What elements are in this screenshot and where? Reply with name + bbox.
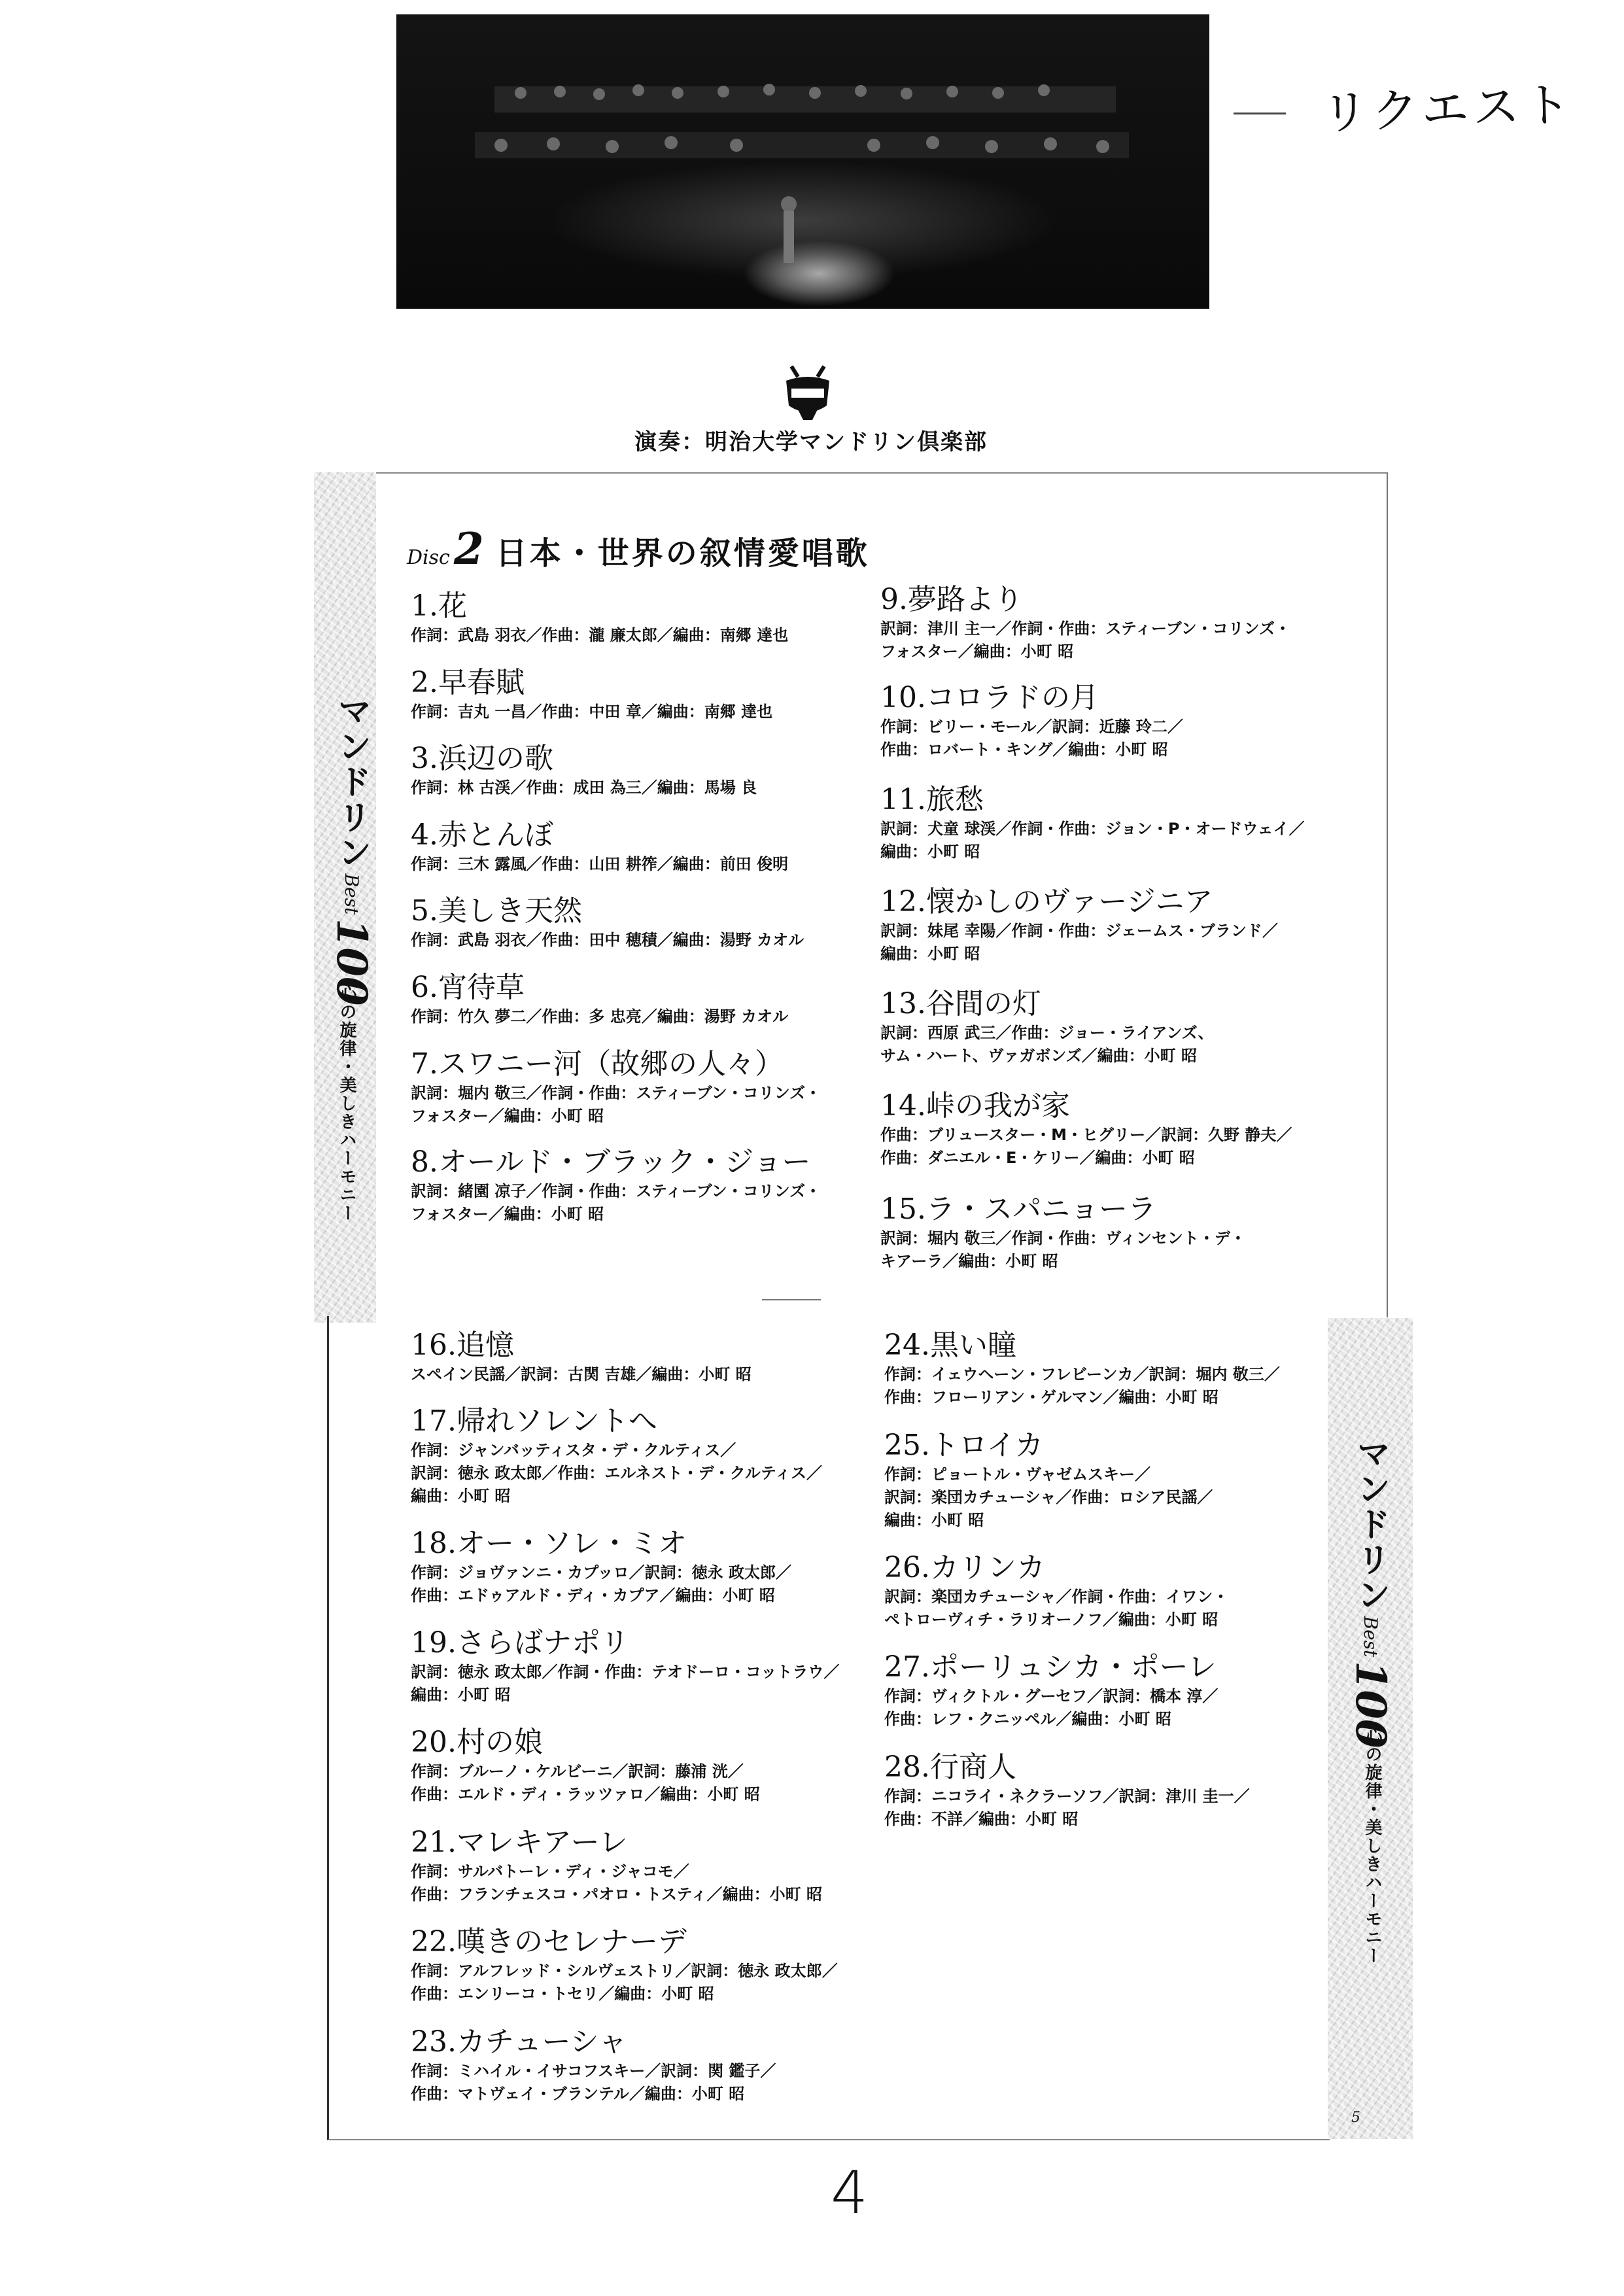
track-title: 28.行商人 <box>884 1750 1016 1784</box>
handwritten-page-number: 4 <box>831 2159 869 2227</box>
track-credits: スペイン民謡／訳詞：古関 吉雄／編曲：小町 昭 <box>411 1365 752 1383</box>
track-credits: 作詞：竹久 夢二／作曲：多 忠亮／編曲：湯野 カオル <box>411 1007 789 1026</box>
track-credits: 作詞：武島 羽衣／作曲：瀧 廉太郎／編曲：南郷 達也 <box>411 626 789 644</box>
track-title: 17.帰れソレントへ <box>411 1404 657 1438</box>
track-title: 4.赤とんぼ <box>411 818 553 852</box>
orchestra-silhouettes <box>396 14 1209 309</box>
track-item <box>880 1088 1292 1170</box>
track-item <box>411 589 788 647</box>
series-vertical-title-right <box>1346 1436 1395 1748</box>
track-title: 18.オー・ソレ・ミオ <box>411 1527 687 1560</box>
series-count: 100 <box>327 918 376 1006</box>
track-credits: 作詞：ヴィクトル・グーセフ／訳詞：橋本 淳／ 作曲：レフ・クニッペル／編曲：小町 昭 <box>884 1687 1218 1728</box>
page-number: 5 <box>1351 2110 1360 2126</box>
series-title: マンドリン <box>332 693 371 870</box>
track-credits: 作詞：林 古渓／作曲：成田 為三／編曲：馬場 良 <box>411 778 757 797</box>
track-item <box>880 1192 1246 1273</box>
track-item <box>411 1626 839 1707</box>
track-credits: 訳詞：楽団カチューシャ／作詞・作曲：イワン・ ペトローヴィチ・ラリオーノフ／編曲：小町 昭 <box>884 1588 1229 1629</box>
track-credits: 作曲：ブリュースター・M・ヒグリー／訳詞：久野 静夫／ 作曲：ダニエル・E・ケリー／編曲：小町 昭 <box>880 1126 1292 1167</box>
track-item <box>411 741 757 799</box>
track-credits: 訳詞：緒園 凉子／作詞・作曲：スティーブン・コリンズ・ フォスター／編曲：小町 昭 <box>411 1182 821 1223</box>
track-title: 1.花 <box>411 589 467 623</box>
track-credits: 訳詞：堀内 敬三／作詞・作曲：スティーブン・コリンズ・ フォスター／編曲：小町 昭 <box>411 1084 821 1125</box>
track-title: 21.マレキアーレ <box>411 1826 628 1859</box>
track-credits: 訳詞：妹尾 幸陽／作詞・作曲：ジェームス・ブランド／ 編曲：小町 昭 <box>880 922 1278 963</box>
separator-dash <box>762 1299 821 1300</box>
track-item <box>884 1750 1250 1831</box>
track-credits: 作詞：ジャンバッティスタ・デ・クルティス／ 訳詞：徳永 政太郎／作曲：エルネスト・デ・クルティス／ 編曲：小町 昭 <box>411 1441 822 1505</box>
track-title: 2.早春賦 <box>411 666 525 699</box>
track-credits: 作詞：ジョヴァンニ・カプッロ／訳詞：徳永 政太郎／ 作曲：エドゥアルド・ディ・カプア／編曲：小町 昭 <box>411 1563 791 1605</box>
track-item <box>880 680 1183 761</box>
track-item <box>411 2025 776 2106</box>
club-emblem <box>772 355 844 426</box>
track-item <box>411 970 788 1028</box>
track-credits: 作詞：イェウヘーン・フレビーンカ／訳詞：堀内 敬三／ 作曲：フローリアン・ゲルマン／編曲：小町 昭 <box>884 1365 1280 1406</box>
track-title: 6.宵待草 <box>411 971 525 1004</box>
track-item <box>884 1650 1218 1731</box>
series-vertical-title-left <box>327 693 376 1006</box>
track-item <box>411 1526 791 1607</box>
track-credits: 訳詞：犬童 球渓／作詞・作曲：ジョン・P・オードウェイ／ 編曲：小町 昭 <box>880 820 1305 861</box>
track-title: 24.黒い瞳 <box>884 1329 1016 1362</box>
track-title: 12.懐かしのヴァージニア <box>880 885 1213 918</box>
track-item <box>411 1924 838 2006</box>
handwritten-dash <box>1234 113 1286 114</box>
track-title: 3.浜辺の歌 <box>411 742 553 775</box>
disc-number: 2 <box>453 523 487 574</box>
track-item <box>411 1825 822 1906</box>
track-item <box>411 1145 821 1226</box>
track-credits: 作詞：武島 羽衣／作曲：田中 穂積／編曲：湯野 カオル <box>411 931 804 949</box>
track-item <box>880 582 1290 663</box>
series-best: Best <box>341 873 362 915</box>
track-item <box>884 1550 1228 1631</box>
track-title: 22.嘆きのセレナーデ <box>411 1925 687 1958</box>
track-title: 16.追憶 <box>411 1329 514 1362</box>
series-subtitle-left: 心の旋律・美しきハーモニー <box>337 984 356 1223</box>
track-item <box>411 1404 822 1508</box>
track-credits: 作詞：ニコライ・ネクラーソフ／訳詞：津川 圭一／ 作曲：不詳／編曲：小町 昭 <box>884 1787 1250 1828</box>
series-count: 100 <box>1346 1660 1395 1748</box>
track-title: 20.村の娘 <box>411 1726 543 1759</box>
track-title: 7.スワニー河（故郷の人々） <box>411 1047 784 1081</box>
track-credits: 作詞：サルバトーレ・ディ・ジャコモ／ 作曲：フランチェスコ・パオロ・トスティ／編曲：小町 昭 <box>411 1862 822 1904</box>
track-title: 25.トロイカ <box>884 1429 1044 1462</box>
track-item <box>411 1328 752 1386</box>
track-credits: 訳詞：堀内 敬三／作詞・作曲：ヴィンセント・デ・ キアーラ／編曲：小町 昭 <box>880 1229 1246 1270</box>
track-title: 13.谷間の灯 <box>880 987 1041 1020</box>
series-best: Best <box>1360 1616 1381 1658</box>
track-title: 19.さらばナポリ <box>411 1626 629 1660</box>
track-item <box>411 665 772 723</box>
track-item <box>411 818 788 876</box>
track-title: 14.峠の我が家 <box>880 1089 1070 1122</box>
track-item <box>411 1047 821 1128</box>
disc-heading <box>407 523 870 574</box>
track-credits: 作詞：三木 露風／作曲：山田 耕筰／編曲：前田 俊明 <box>411 855 789 873</box>
series-subtitle-right: 心の旋律・美しきハーモニー <box>1362 1727 1382 1965</box>
track-item <box>880 986 1213 1068</box>
track-title: 8.オールド・ブラック・ジョー <box>411 1145 811 1179</box>
track-title: 9.夢路より <box>880 583 1023 616</box>
track-credits: 作詞：ピョートル・ヴャゼムスキー／ 訳詞：楽団カチューシャ／作曲：ロシア民謡／ 編曲：小町 昭 <box>884 1465 1213 1529</box>
performer-credit: 演奏：明治大学マンドリン倶楽部 <box>634 429 988 455</box>
track-credits: 訳詞：徳永 政太郎／作詞・作曲：テオドーロ・コットラウ／ 編曲：小町 昭 <box>411 1663 840 1704</box>
track-title: 15.ラ・スパニョーラ <box>880 1192 1156 1226</box>
track-item <box>411 1725 760 1806</box>
series-title: マンドリン <box>1351 1436 1391 1612</box>
track-credits: 訳詞：西原 武三／作曲：ジョー・ライアンズ、 サム・ハート、ヴァガボンズ／編曲：小町 昭 <box>880 1024 1214 1065</box>
disc-word: Disc <box>407 546 450 569</box>
track-title: 23.カチューシャ <box>411 2025 627 2059</box>
orchestra-photo <box>396 14 1209 309</box>
track-title: 27.ポーリュシカ・ポーレ <box>884 1650 1217 1684</box>
track-item <box>880 782 1305 863</box>
track-credits: 作詞：ミハイル・イサコフスキー／訳詞：関 鑑子／ 作曲：マトヴェイ・ブランテル／編曲：小町 昭 <box>411 2062 776 2103</box>
track-title: 11.旅愁 <box>880 783 984 816</box>
track-credits: 作詞：吉丸 一昌／作曲：中田 章／編曲：南郷 達也 <box>411 703 773 721</box>
track-item <box>411 894 804 952</box>
track-credits: 訳詞：津川 主一／作詞・作曲：スティーブン・コリンズ・ フォスター／編曲：小町 昭 <box>880 619 1291 661</box>
disc-title: 日本・世界の叙情愛唱歌 <box>495 535 870 572</box>
track-item <box>880 884 1278 965</box>
track-item <box>884 1428 1213 1532</box>
request-note: リクエスト <box>1320 77 1576 141</box>
track-title: 10.コロラドの月 <box>880 681 1099 714</box>
track-title: 26.カリンカ <box>884 1551 1045 1584</box>
track-credits: 作詞：アルフレッド・シルヴェストリ／訳詞：徳永 政太郎／ 作曲：エンリーコ・トセリ／編曲：小町 昭 <box>411 1962 838 2003</box>
track-credits: 作詞：ブルーノ・ケルビーニ／訳詞：藤浦 洸／ 作曲：エルド・ディ・ラッツァロ／編曲：小町 昭 <box>411 1762 760 1803</box>
track-credits: 作詞：ビリー・モール／訳詞：近藤 玲二／ 作曲：ロバート・キング／編曲：小町 昭 <box>880 718 1183 759</box>
track-item <box>884 1328 1280 1409</box>
track-title: 5.美しき天然 <box>411 894 582 928</box>
